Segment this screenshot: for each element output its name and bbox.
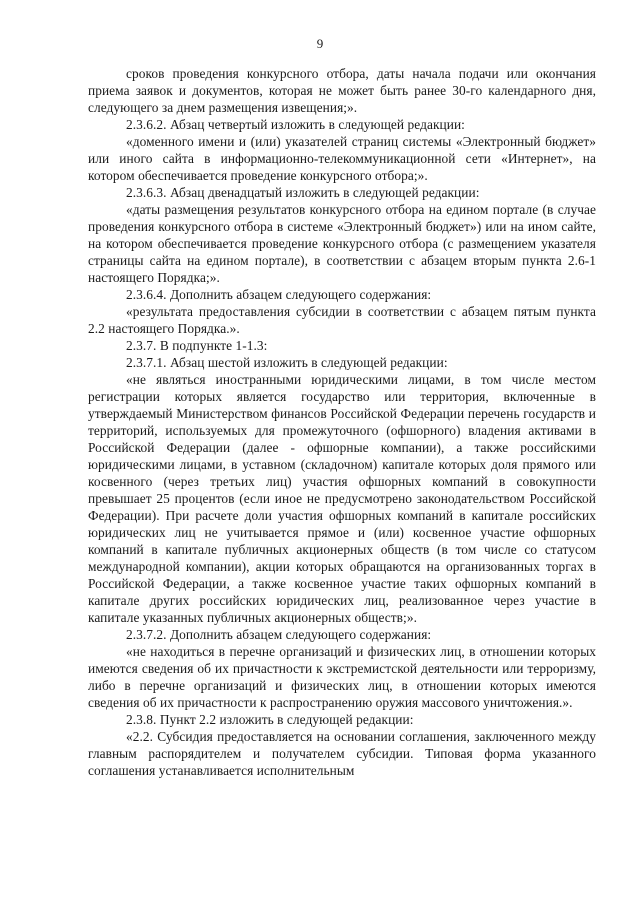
document-body bbox=[88, 65, 596, 779]
quoted-paragraph: «даты размещения результатов конкурсного отбора на едином портале (в случае проведения конкурсного отбора в системе «Электронный бюджет») или на ином сайте, на котором обеспечивается проведение конкурсного отбора (с размещением указателя страницы сайта на едином портале), в соответствии с абзацем вторым пункта 2.6-1 настоящего Порядка;». bbox=[88, 202, 596, 285]
quoted-paragraph: «не являться иностранными юридическими лицами, в том числе местом регистрации которых является государство или территория, включенные в утверждаемый Министерством финансов Российской Федерации перечень государств и территорий, используемых для промежуточного (офшорного) владения активами в Российской Федерации (далее - офшорные компании), а также российскими юридическими лицами, в уставном (складочном) капитале которых доля прямого или косвенного (через третьих лиц) участия офшорных компаний в совокупности превышает 25 процентов (если иное не предусмотрено законодательством Российской Федерации). При расчете доли участия офшорных компаний в капитале российских юридических лиц не учитывается прямое и (или) косвенное участие офшорных компаний в капитале публичных акционерных обществ (в том числе со статусом международной компании), акции которых обращаются на организованных торгах в Российской Федерации, а также косвенное участие таких офшорных компаний в капитале других российских юридических лиц, реализованное через участие в капитале указанных публичных акционерных обществ;». bbox=[88, 372, 596, 625]
page-number: 9 bbox=[316, 36, 324, 51]
paragraph-continuation: сроков проведения конкурсного отбора, даты начала подачи или окончания приема заявок и документов, которая не может быть ранее 30-го календарного дня, следующего за днем размещения извещения;». bbox=[88, 66, 596, 115]
quoted-paragraph: «не находиться в перечне организаций и физических лиц, в отношении которых имеются сведения об их причастности к экстремистской деятельности или терроризму, либо в перечне организаций и физических лиц, в отношении которых имеются сведения об их причастности к распространению оружия массового уничтожения.». bbox=[88, 644, 596, 710]
quoted-paragraph: «2.2. Субсидия предоставляется на основании соглашения, заключенного между главным распорядителем и получателем субсидии. Типовая форма указанного соглашения устанавливается исполнительным bbox=[88, 729, 596, 778]
clause-2-3-7-2: 2.3.7.2. Дополнить абзацем следующего содержания: bbox=[126, 627, 432, 642]
clause-2-3-8: 2.3.8. Пункт 2.2 изложить в следующей редакции: bbox=[126, 712, 414, 727]
clause-2-3-7: 2.3.7. В подпункте 1-1.3: bbox=[126, 338, 268, 353]
clause-2-3-7-1: 2.3.7.1. Абзац шестой изложить в следующей редакции: bbox=[126, 355, 448, 370]
quoted-paragraph: «результата предоставления субсидии в соответствии с абзацем пятым пункта 2.2 настоящего Порядка.». bbox=[88, 304, 596, 336]
clause-2-3-6-3: 2.3.6.3. Абзац двенадцатый изложить в следующей редакции: bbox=[126, 185, 480, 200]
clause-2-3-6-4: 2.3.6.4. Дополнить абзацем следующего содержания: bbox=[126, 287, 432, 302]
clause-2-3-6-2: 2.3.6.2. Абзац четвертый изложить в следующей редакции: bbox=[126, 117, 465, 132]
quoted-paragraph: «доменного имени и (или) указателей страниц системы «Электронный бюджет» или иного сайта в информационно-телекоммуникационной сети «Интернет», на котором обеспечивается проведение конкурсного отбора;». bbox=[88, 134, 596, 183]
